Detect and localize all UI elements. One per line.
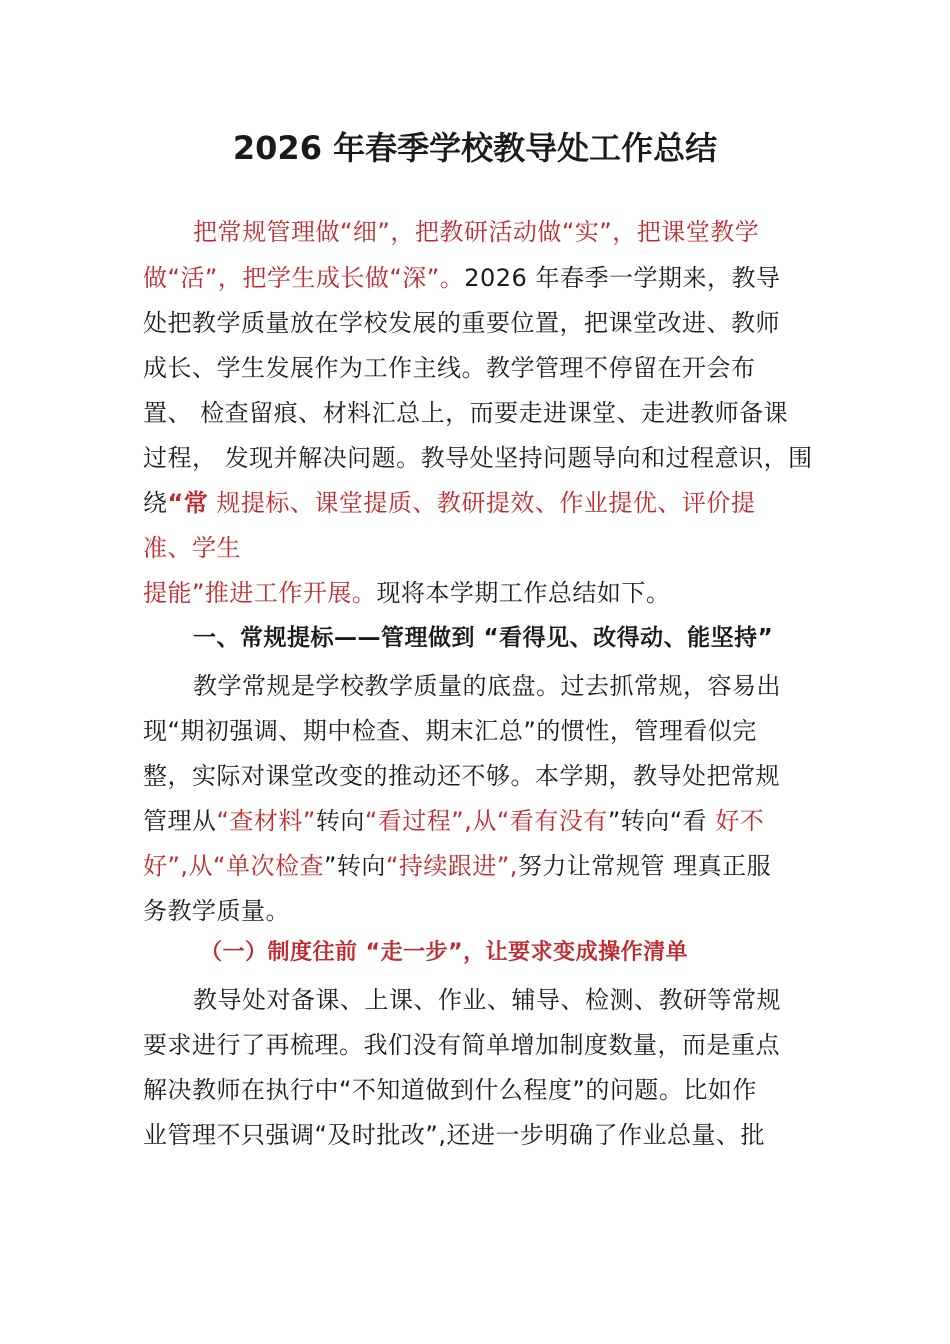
section-1-line-5-text-b: 努力让常规管 理真正服	[517, 852, 772, 880]
section-1-line-2: 现“期初强调、期中检查、期末汇总”的惯性，管理看似完	[143, 717, 757, 745]
section-1-line-5-highlight-a: 好”,从“单次检查	[143, 852, 324, 880]
intro-line-6: 过程， 发现并解决问题。教导处坚持问题导向和过程意识，围	[143, 444, 813, 472]
intro-line-7-quote: “常	[167, 489, 209, 517]
intro-line-4: 成长、学生发展作为工作主线。教学管理不停留在开会布	[143, 354, 756, 382]
section-1-line-6: 务教学质量。	[143, 897, 290, 925]
intro-line-1: 把常规管理做“细”，把教研活动做“实”，把课堂教学	[193, 218, 760, 246]
intro-line-5: 置、 检查留痕、材料汇总上，而要走进课堂、走进教师备课	[143, 399, 789, 427]
subsection-1-line-1: 教导处对备课、上课、作业、辅导、检测、教研等常规	[193, 986, 781, 1014]
section-1-line-4-highlight-a: “查材料”	[216, 807, 316, 835]
intro-line-2	[143, 261, 780, 295]
intro-line-9-text: 现将本学期工作总结如下。	[376, 579, 671, 607]
section-1-line-4-text-c: ”转向“看	[607, 807, 716, 835]
section-1-line-1: 教学常规是学校教学质量的底盘。过去抓常规，容易出	[193, 672, 781, 700]
section-1-heading: 一、常规提标——管理做到 “看得见、改得动、能坚持”	[193, 625, 774, 651]
section-1-line-4-text-b: 转向	[315, 807, 365, 835]
intro-line-2-text: 2026 年春季一学期来，教导	[464, 264, 781, 292]
intro-line-9-highlight: 提能”推进工作开展。	[143, 579, 377, 607]
section-1-line-4-text-a: 管理从	[143, 807, 217, 835]
intro-line-9	[143, 576, 670, 610]
subsection-1-line-3: 解决教师在执行中“不知道做到什么程度”的问题。比如作	[143, 1076, 757, 1104]
section-1-line-4-highlight-b: “看过程”,从“看有没有	[364, 807, 608, 835]
section-1-line-5-text-a: ”转向	[324, 852, 386, 880]
subsection-1-line-2: 要求进行了再梳理。我们没有简单增加制度数量，而是重点	[143, 1031, 780, 1059]
intro-line-7-highlight: 规提标、课堂提质、教研提效、作业提优、评价提	[208, 489, 756, 517]
intro-line-7	[143, 486, 755, 520]
section-1-line-5	[143, 849, 771, 883]
document-title: 2026 年春季学校教导处工作总结	[232, 129, 718, 167]
subsection-1-line-4: 业管理不只强调“及时批改”,还进一步明确了作业总量、批	[143, 1121, 765, 1149]
section-1-line-5-highlight-b: “持续跟进”,	[385, 852, 518, 880]
intro-line-2-highlight: 做“活”，把学生成长做“深”。	[143, 264, 465, 292]
section-1-line-4	[143, 804, 764, 838]
section-1-line-3: 整，实际对课堂改变的推动还不够。本学期，教导处把常规	[143, 762, 780, 790]
intro-line-8: 准、学生	[143, 534, 241, 562]
intro-line-3: 处把教学质量放在学校发展的重要位置，把课堂改进、教师	[143, 309, 780, 337]
subsection-1-heading: （一）制度往前 “走一步”，让要求变成操作清单	[200, 940, 689, 965]
intro-line-7-text: 绕	[143, 489, 168, 517]
section-1-line-4-highlight-c: 好不	[715, 807, 765, 835]
